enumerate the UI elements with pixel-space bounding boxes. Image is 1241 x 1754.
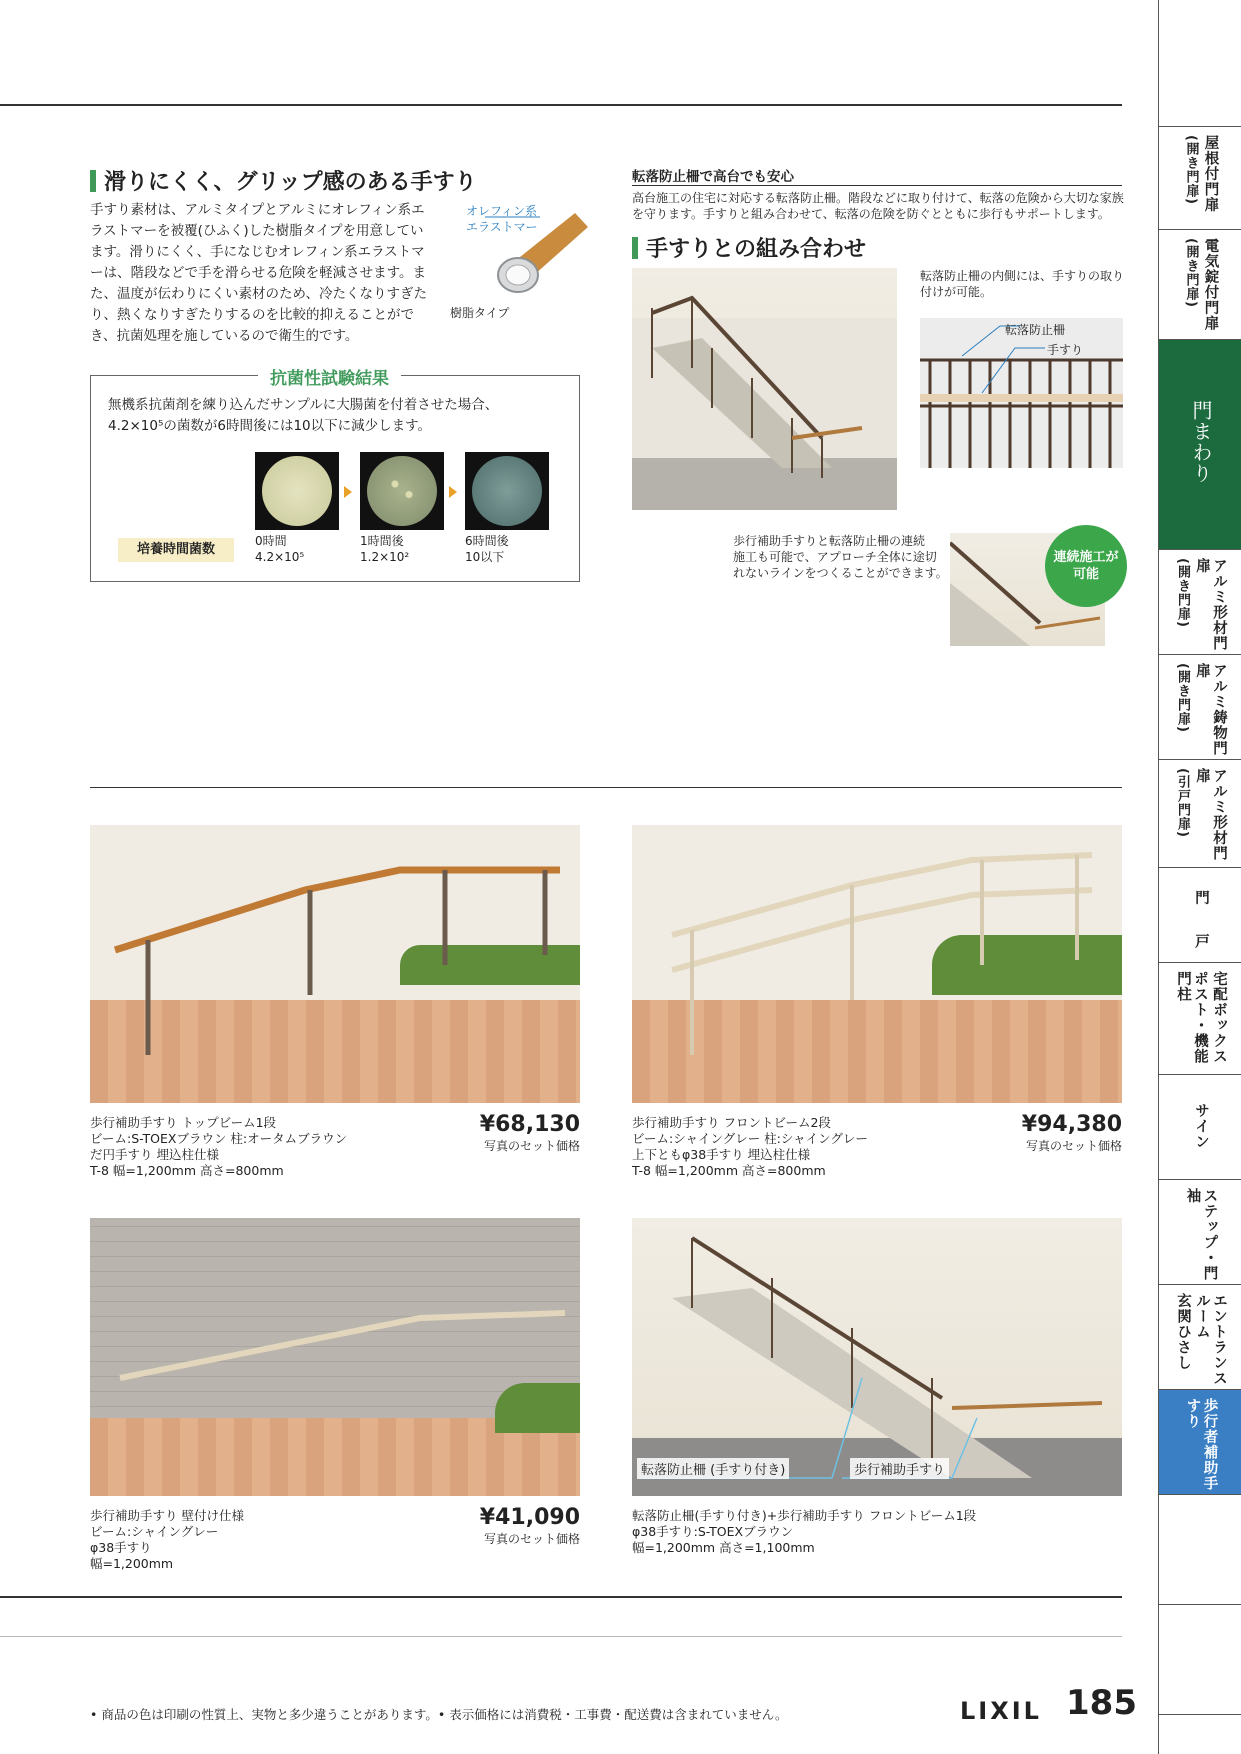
fall-subtitle-rule <box>632 185 1122 186</box>
inner-note: 転落防止柵の内側には、手すりの取り 付けが可能。 <box>920 269 1125 299</box>
sample-0h-label: 0時間 4.2×10⁵ <box>255 534 305 564</box>
fall-body: 高台施工の住宅に対応する転落防止柵。階段などに取り付けて、転落の危険から大切な家族 を守ります。手すりと組み合わせて、転落の危険を防ぐとともに歩行もサポートします。 <box>632 191 1124 221</box>
rail-label: 手すり <box>1047 343 1084 357</box>
fall-subtitle: 転落防止柵で高台でも安心 <box>632 169 794 185</box>
sidebar-tab-door[interactable]: 門 戸 <box>1159 868 1241 963</box>
footer-rule <box>0 1636 1122 1637</box>
photo-label-rail: 歩行補助手すり <box>850 1458 949 1479</box>
staircase-photo <box>632 268 897 510</box>
sidebar-tab-handrail[interactable]: 歩行者補助手すり <box>1159 1390 1241 1495</box>
sidebar-tab-gate-surroundings[interactable]: 門まわり <box>1159 340 1241 550</box>
antibacterial-title: 抗菌性試験結果 <box>258 364 401 389</box>
arrow-icon <box>344 486 352 498</box>
product-photo-4 <box>632 1218 1122 1496</box>
product-2-price: ¥94,380 写真のセット価格 <box>1021 1112 1122 1153</box>
continuous-badge: 連続施工が 可能 <box>1045 525 1127 607</box>
product-1-caption: 歩行補助手すり トップビーム1段 ビーム:S-TOEXブラウン 柱:オータムブラウン だ円手すり 埋込柱仕様 T-8 幅=1,200mm 高さ=800mm <box>90 1115 348 1178</box>
heading-bar-icon <box>632 237 638 259</box>
combo-heading: 手すりとの組み合わせ <box>632 232 866 263</box>
page-number: 185 <box>1066 1683 1137 1723</box>
sidebar-tab-roof-gate[interactable] <box>1159 0 1241 127</box>
sidebar-tab-delivery-box[interactable]: 宅配ボックス ポスト・機能門柱 <box>1159 963 1241 1075</box>
sidebar-tab-cast-gate[interactable]: アルミ鋳物門扉 (開き門扉) <box>1159 655 1241 760</box>
sidebar-tab-sign[interactable]: サイン <box>1159 1075 1241 1180</box>
continuous-note: 歩行補助手すりと転落防止柵の連続 施工も可能で、アプローチ全体に途切 れないラインをつくることができます。 <box>733 534 948 580</box>
product-photo-2 <box>632 825 1122 1103</box>
petri-dish-6h <box>465 452 549 530</box>
sidebar-tab-blank <box>1159 1605 1241 1715</box>
product-3-caption: 歩行補助手すり 壁付け仕様 ビーム:シャイングレー φ38手すり 幅=1,200mm <box>90 1508 244 1571</box>
sidebar-tab-step[interactable]: ステップ・門袖 <box>1159 1180 1241 1285</box>
product-photo-3 <box>90 1218 580 1496</box>
product-4-caption: 転落防止柵(手すり付き)+歩行補助手すり フロントビーム1段 φ38手すり:S-TOEXブラウン 幅=1,200mm 高さ=1,100mm <box>632 1508 977 1555</box>
feature-body: 手すり素材は、アルミタイプとアルミにオレフィン系エラストマーを被覆(ひふく)した樹脂タイプを用意しています。滑りにくく、手になじむオレフィン系エラストマーは、階段などで手を滑らせる危険を軽減させます。また、温度が伝わりにくい素材のため、冷たくなりすぎたり、熱くなりすぎたりするのを比較的抑えることができ、抗菌処理を施しているので衛生的です。 <box>90 202 427 344</box>
bottom-rule <box>0 1596 1122 1598</box>
product-2-caption: 歩行補助手すり フロントビーム2段 ビーム:シャイングレー 柱:シャイングレー 上下ともφ38手すり 埋込柱仕様 T-8 幅=1,200mm 高さ=800mm <box>632 1115 868 1178</box>
sidebar-tab-electric-lock[interactable]: 電気錠付門扉 (開き門扉) <box>1159 230 1241 340</box>
feature-heading: 滑りにくく、グリップ感のある手すり <box>90 165 477 196</box>
handrail-section-illustration <box>480 205 590 295</box>
culture-row-label: 培養時間菌数 <box>118 538 234 562</box>
petri-dish-0h <box>255 452 339 530</box>
sample-1h-label: 1時間後 1.2×10² <box>360 534 410 564</box>
sidebar-tab-sliding-gate[interactable]: アルミ形材門扉 (引戸門扉) <box>1159 760 1241 868</box>
middle-rule <box>90 787 1122 788</box>
footer-note: • 商品の色は印刷の性質上、実物と多少違うことがあります。• 表示価格には消費税・工事費・配送費は含まれていません。 <box>90 1707 788 1722</box>
brand-logo: LIXIL <box>960 1697 1042 1725</box>
fence-label: 転落防止柵 <box>1005 323 1066 337</box>
photo-label-fence: 転落防止柵 (手すり付き) <box>637 1458 789 1479</box>
sample-6h-label: 6時間後 10以下 <box>465 534 509 564</box>
product-1-price: ¥68,130 写真のセット価格 <box>479 1112 580 1153</box>
fence-closeup-photo <box>920 318 1123 468</box>
product-3-price: ¥41,090 写真のセット価格 <box>479 1505 580 1546</box>
arrow-icon <box>449 486 457 498</box>
sidebar-tab-roof-gate[interactable]: 屋根付門扉 (開き門扉) <box>1159 127 1241 230</box>
heading-bar-icon <box>90 170 96 192</box>
antibacterial-desc: 無機系抗菌剤を練り込んだサンプルに大腸菌を付着させた場合、 4.2×10⁵の菌数が6時間後には10以下に減少します。 <box>108 397 499 434</box>
top-rule <box>0 104 1122 106</box>
sidebar-tab-entrance[interactable]: エントランスルーム 玄関ひさし <box>1159 1285 1241 1390</box>
petri-dish-1h <box>360 452 444 530</box>
sidebar-tab-blank <box>1159 1495 1241 1605</box>
callout-label: オレフィン系 エラストマー <box>466 204 538 234</box>
sidebar <box>1158 0 1241 1754</box>
sidebar-tab-aluminum-gate[interactable]: アルミ形材門扉 (開き門扉) <box>1159 550 1241 655</box>
product-photo-1 <box>90 825 580 1103</box>
resin-type-label: 樹脂タイプ <box>450 306 510 320</box>
